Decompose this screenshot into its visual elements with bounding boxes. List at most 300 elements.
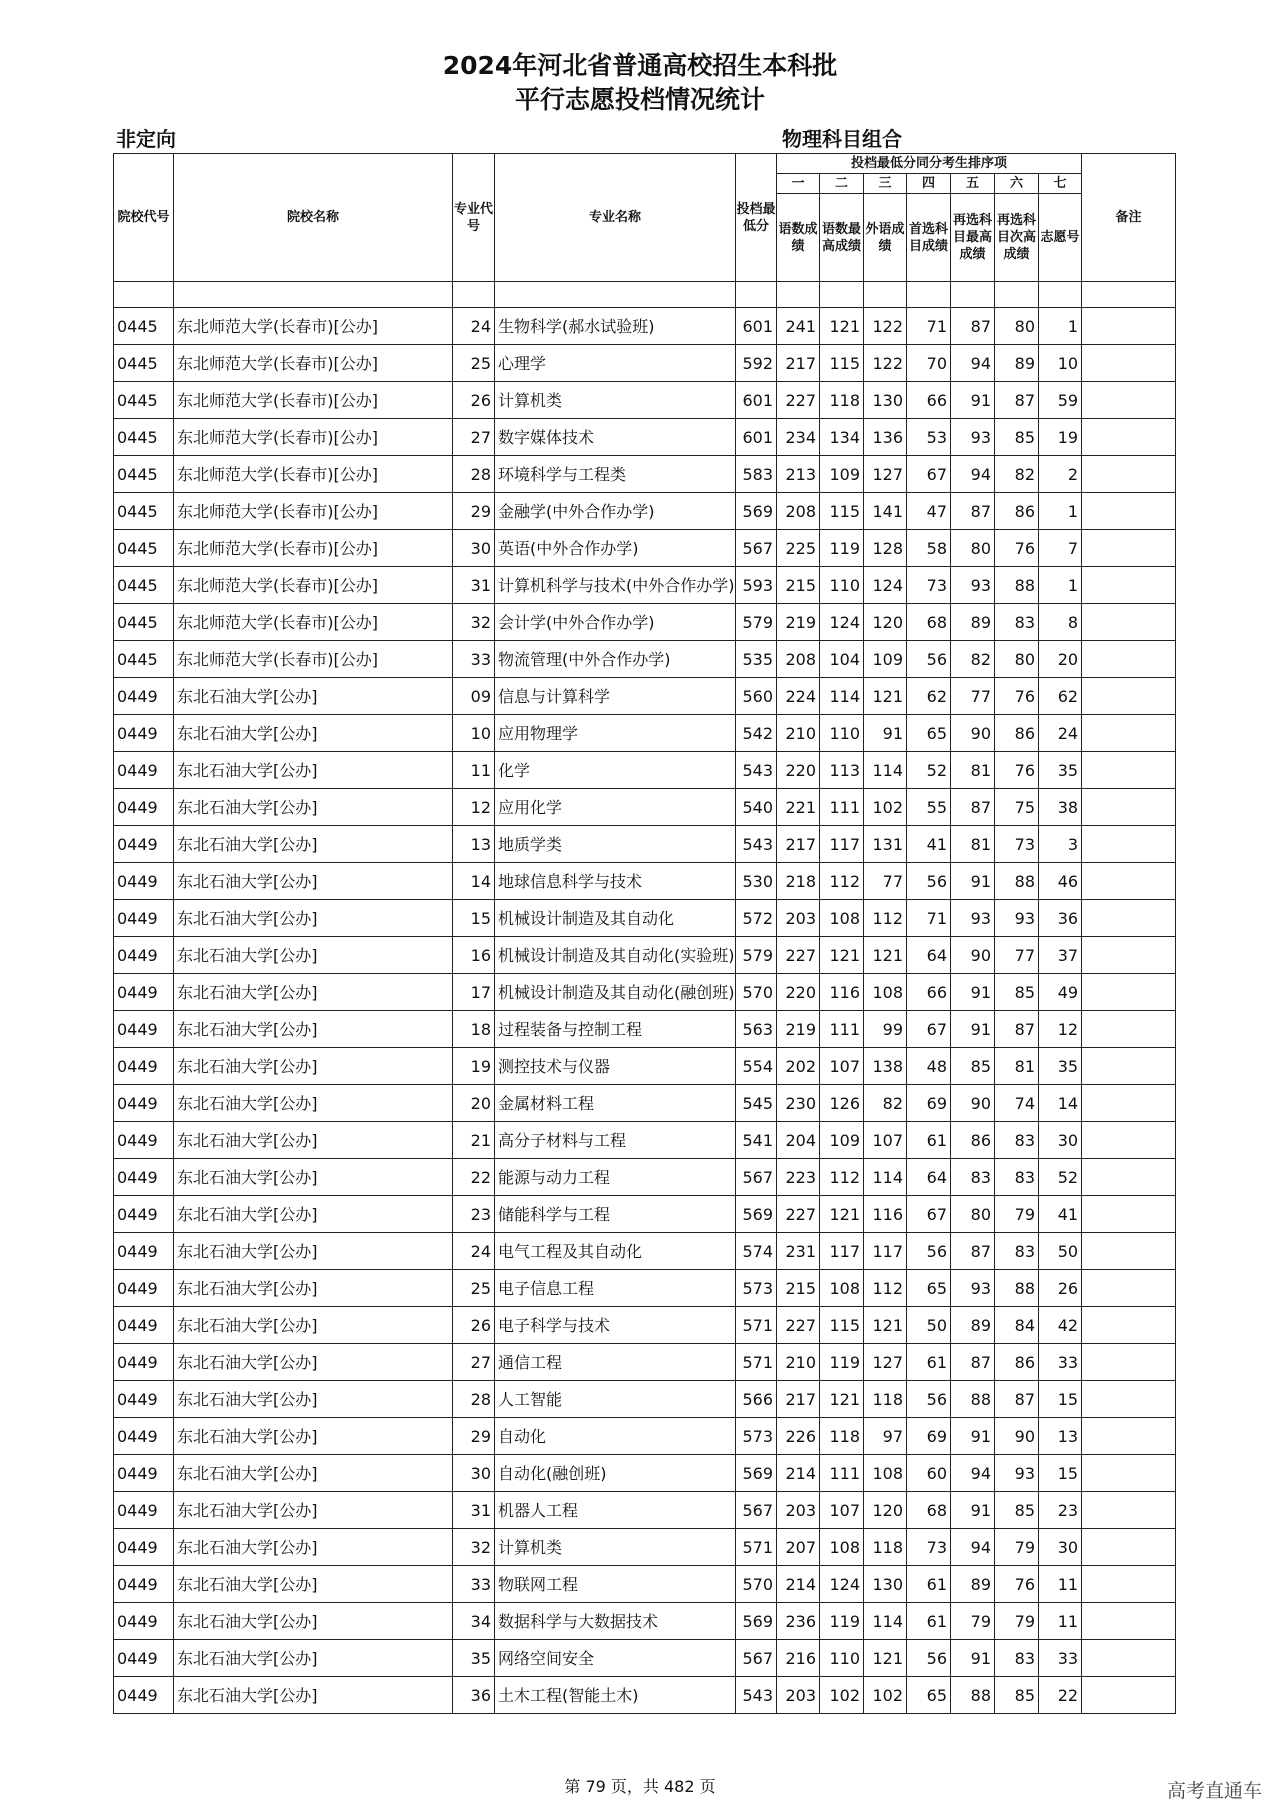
cell-sort-4: 56 [907,1381,951,1418]
cell-sort-4: 69 [907,1418,951,1455]
table-row [114,826,1176,863]
cell-major-name: 自动化 [495,1418,736,1455]
table-row [114,382,1176,419]
cell-major-name: 能源与动力工程 [495,1159,736,1196]
header-order-6: 六 [995,174,1039,194]
cell-major-code: 27 [453,1344,495,1381]
table-row [114,752,1176,789]
cell-min-score: 567 [736,1492,777,1529]
cell-school-name: 东北石油大学[公办] [174,1011,453,1048]
cell-sort-2: 121 [820,308,864,345]
cell-sort-7: 22 [1039,1677,1082,1714]
cell-sort-1: 230 [777,1085,820,1122]
cell-sort-6: 79 [995,1196,1039,1233]
cell-sort-2: 112 [820,1159,864,1196]
header-school-name: 院校名称 [174,154,453,282]
cell-major-name: 土木工程(智能土木) [495,1677,736,1714]
cell-sort-6: 83 [995,604,1039,641]
cell-sort-5: 91 [951,1640,995,1677]
cell-sort-5: 93 [951,900,995,937]
cell-school-name: 东北师范大学(长春市)[公办] [174,419,453,456]
cell-sort-3: 127 [864,456,907,493]
cell-min-score: 569 [736,1603,777,1640]
cell-sort-7: 13 [1039,1418,1082,1455]
cell-sort-4: 56 [907,863,951,900]
cell-major-code: 23 [453,1196,495,1233]
cell-major-code: 31 [453,1492,495,1529]
cell-sort-2: 110 [820,1640,864,1677]
watermark: 高考直通车 [1166,1780,1262,1802]
cell-school-name: 东北师范大学(长春市)[公办] [174,456,453,493]
cell-major-code: 36 [453,1677,495,1714]
table-row [114,1270,1176,1307]
cell-sort-1: 234 [777,419,820,456]
header-major-name: 专业名称 [495,154,736,282]
cell-remark [1082,641,1176,678]
cell-sort-7: 46 [1039,863,1082,900]
cell-sort-5: 89 [951,1307,995,1344]
header-order-5: 五 [951,174,995,194]
cell-sort-5: 90 [951,715,995,752]
cell-sort-6: 74 [995,1085,1039,1122]
header-min-score: 投档最低分 [736,154,777,282]
cell-sort-2: 134 [820,419,864,456]
cell-remark [1082,419,1176,456]
cell-sort-5: 91 [951,974,995,1011]
table-row [114,1603,1176,1640]
cell-school-code: 0449 [114,1233,174,1270]
cell-major-name: 机械设计制造及其自动化 [495,900,736,937]
cell-sort-7: 1 [1039,308,1082,345]
cell-sort-4: 71 [907,900,951,937]
cell-major-code: 25 [453,345,495,382]
cell-sort-1: 214 [777,1566,820,1603]
cell-major-name: 计算机类 [495,1529,736,1566]
cell-sort-1: 207 [777,1529,820,1566]
cell-sort-5: 93 [951,567,995,604]
cell-school-name: 东北石油大学[公办] [174,900,453,937]
cell-sort-5: 86 [951,1122,995,1159]
cell-school-name: 东北石油大学[公办] [174,1677,453,1714]
cell-sort-3: 117 [864,1233,907,1270]
cell-remark [1082,1122,1176,1159]
table-row [114,1307,1176,1344]
cell-remark [1082,1233,1176,1270]
header-school-code: 院校代号 [114,154,174,282]
cell-major-name: 应用物理学 [495,715,736,752]
cell-min-score: 571 [736,1529,777,1566]
cell-min-score: 571 [736,1307,777,1344]
header-sort-item-3: 外语成绩 [864,194,907,282]
page-title-line-2: 平行志愿投档情况统计 [514,85,765,114]
cell-sort-5: 94 [951,456,995,493]
cell-school-code: 0445 [114,493,174,530]
cell-major-name: 电子科学与技术 [495,1307,736,1344]
cell-sort-5: 87 [951,1344,995,1381]
cell-school-code: 0449 [114,1011,174,1048]
cell-sort-2: 111 [820,1011,864,1048]
cell-sort-1: 203 [777,1492,820,1529]
subject-group-label: 物理科目组合 [782,127,902,151]
cell-sort-3: 121 [864,937,907,974]
cell-sort-2: 124 [820,1566,864,1603]
cell-sort-3: 97 [864,1418,907,1455]
cell-sort-7: 62 [1039,678,1082,715]
cell-sort-2: 108 [820,1270,864,1307]
cell-sort-7: 1 [1039,567,1082,604]
cell-major-code: 17 [453,974,495,1011]
cell-sort-3: 122 [864,345,907,382]
cell-school-name: 东北石油大学[公办] [174,1196,453,1233]
table-row [114,1344,1176,1381]
cell-school-code: 0445 [114,345,174,382]
cell-sort-5: 82 [951,641,995,678]
cell-remark [1082,1011,1176,1048]
cell-sort-5: 93 [951,1270,995,1307]
cell-major-code: 29 [453,493,495,530]
cell-sort-5: 83 [951,1159,995,1196]
cell-sort-1: 217 [777,1381,820,1418]
cell-sort-4: 52 [907,752,951,789]
cell-sort-4: 41 [907,826,951,863]
cell-remark [1082,1603,1176,1640]
cell-remark [1082,752,1176,789]
cell-sort-5: 87 [951,493,995,530]
cell-major-code: 14 [453,863,495,900]
cell-sort-2: 119 [820,530,864,567]
cell-sort-6: 88 [995,863,1039,900]
cell-sort-2: 121 [820,1381,864,1418]
cell-sort-3: 99 [864,1011,907,1048]
cell-sort-7: 37 [1039,937,1082,974]
cell-major-code: 24 [453,308,495,345]
cell-min-score: 593 [736,567,777,604]
cell-school-code: 0449 [114,1344,174,1381]
cell-sort-1: 202 [777,1048,820,1085]
cell-sort-4: 61 [907,1122,951,1159]
cell-sort-7: 23 [1039,1492,1082,1529]
cell-sort-7: 41 [1039,1196,1082,1233]
table-row [114,1566,1176,1603]
cell-sort-7: 30 [1039,1122,1082,1159]
cell-sort-3: 136 [864,419,907,456]
cell-major-code: 32 [453,604,495,641]
cell-sort-5: 81 [951,752,995,789]
header-sort-item-4: 首选科目成绩 [907,194,951,282]
cell-school-code: 0449 [114,1640,174,1677]
table-row [114,900,1176,937]
table-row [114,1492,1176,1529]
cell-sort-3: 121 [864,1307,907,1344]
cell-sort-2: 119 [820,1344,864,1381]
cell-sort-2: 104 [820,641,864,678]
cell-sort-7: 8 [1039,604,1082,641]
cell-major-name: 测控技术与仪器 [495,1048,736,1085]
cell-sort-7: 52 [1039,1159,1082,1196]
cell-sort-4: 71 [907,308,951,345]
header-order-1: 一 [777,174,820,194]
cell-school-name: 东北石油大学[公办] [174,1529,453,1566]
cell-school-code: 0449 [114,1529,174,1566]
cell-sort-6: 73 [995,826,1039,863]
cell-min-score: 543 [736,1677,777,1714]
cell-sort-1: 227 [777,1307,820,1344]
cell-school-name: 东北师范大学(长春市)[公办] [174,530,453,567]
table-row [114,641,1176,678]
cell-school-code: 0449 [114,826,174,863]
cell-sort-5: 79 [951,1603,995,1640]
cell-sort-4: 64 [907,1159,951,1196]
cell-sort-4: 66 [907,974,951,1011]
cell-sort-7: 2 [1039,456,1082,493]
cell-sort-6: 80 [995,641,1039,678]
cell-sort-7: 24 [1039,715,1082,752]
cell-sort-4: 64 [907,937,951,974]
cell-major-code: 34 [453,1603,495,1640]
header-sort-item-7: 志愿号 [1039,194,1082,282]
cell-remark [1082,1085,1176,1122]
cell-major-code: 32 [453,1529,495,1566]
cell-sort-6: 76 [995,678,1039,715]
cell-school-code: 0449 [114,974,174,1011]
cell-remark [1082,937,1176,974]
cell-sort-2: 108 [820,1529,864,1566]
cell-min-score: 566 [736,1381,777,1418]
cell-school-code: 0449 [114,1381,174,1418]
cell-sort-5: 89 [951,604,995,641]
cell-sort-2: 121 [820,1196,864,1233]
cell-school-name: 东北石油大学[公办] [174,937,453,974]
cell-major-code: 26 [453,382,495,419]
cell-major-name: 人工智能 [495,1381,736,1418]
cell-sort-1: 218 [777,863,820,900]
cell-major-name: 生物科学(郝水试验班) [495,308,736,345]
cell-remark [1082,1640,1176,1677]
cell-sort-2: 124 [820,604,864,641]
header-tiebreak-group: 投档最低分同分考生排序项 [777,154,1082,174]
cell-school-name: 东北石油大学[公办] [174,1233,453,1270]
cell-remark [1082,530,1176,567]
table-row [114,456,1176,493]
cell-sort-1: 227 [777,937,820,974]
cell-sort-3: 114 [864,752,907,789]
cell-school-name: 东北石油大学[公办] [174,1159,453,1196]
cell-sort-6: 93 [995,900,1039,937]
cell-sort-7: 20 [1039,641,1082,678]
page-number: 第 79 页，共 482 页 [564,1777,716,1796]
cell-sort-3: 77 [864,863,907,900]
cell-sort-3: 124 [864,567,907,604]
cell-min-score: 540 [736,789,777,826]
cell-major-name: 环境科学与工程类 [495,456,736,493]
cell-sort-5: 91 [951,1492,995,1529]
cell-school-name: 东北石油大学[公办] [174,1640,453,1677]
cell-sort-7: 35 [1039,752,1082,789]
cell-sort-1: 215 [777,1270,820,1307]
header-order-4: 四 [907,174,951,194]
cell-sort-2: 113 [820,752,864,789]
table-row [114,1233,1176,1270]
cell-major-code: 12 [453,789,495,826]
cell-school-name: 东北师范大学(长春市)[公办] [174,641,453,678]
cell-major-code: 09 [453,678,495,715]
cell-remark [1082,678,1176,715]
table-row [114,715,1176,752]
cell-school-code: 0449 [114,1307,174,1344]
cell-major-code: 27 [453,419,495,456]
cell-sort-4: 50 [907,1307,951,1344]
cell-remark [1082,308,1176,345]
cell-school-code: 0449 [114,1122,174,1159]
cell-sort-7: 12 [1039,1011,1082,1048]
cell-sort-5: 91 [951,1011,995,1048]
cell-sort-6: 87 [995,1011,1039,1048]
table-row [114,345,1176,382]
cell-remark [1082,1418,1176,1455]
table-row [114,419,1176,456]
cell-major-code: 24 [453,1233,495,1270]
cell-min-score: 554 [736,1048,777,1085]
cell-school-name: 东北石油大学[公办] [174,1381,453,1418]
cell-min-score: 563 [736,1011,777,1048]
cell-sort-5: 80 [951,530,995,567]
cell-school-name: 东北石油大学[公办] [174,974,453,1011]
cell-school-code: 0449 [114,752,174,789]
cell-sort-6: 84 [995,1307,1039,1344]
cell-sort-6: 76 [995,530,1039,567]
cell-sort-2: 116 [820,974,864,1011]
table-row [114,1196,1176,1233]
cell-major-code: 20 [453,1085,495,1122]
cell-school-code: 0445 [114,456,174,493]
cell-sort-4: 58 [907,530,951,567]
cell-min-score: 542 [736,715,777,752]
cell-sort-6: 79 [995,1529,1039,1566]
cell-school-name: 东北石油大学[公办] [174,826,453,863]
cell-major-name: 过程装备与控制工程 [495,1011,736,1048]
cell-sort-3: 112 [864,900,907,937]
table-row [114,789,1176,826]
cell-sort-2: 114 [820,678,864,715]
cell-major-code: 11 [453,752,495,789]
cell-min-score: 573 [736,1270,777,1307]
cell-sort-2: 110 [820,715,864,752]
cell-major-name: 电子信息工程 [495,1270,736,1307]
cell-sort-7: 11 [1039,1566,1082,1603]
cell-major-code: 15 [453,900,495,937]
cell-remark [1082,1196,1176,1233]
category-label: 非定向 [116,127,176,151]
table-row [114,530,1176,567]
cell-school-code: 0445 [114,530,174,567]
cell-sort-6: 86 [995,715,1039,752]
cell-sort-6: 88 [995,1270,1039,1307]
cell-sort-1: 219 [777,1011,820,1048]
cell-sort-2: 121 [820,937,864,974]
cell-remark [1082,1381,1176,1418]
cell-sort-2: 111 [820,1455,864,1492]
cell-sort-7: 50 [1039,1233,1082,1270]
cell-sort-4: 66 [907,382,951,419]
cell-sort-4: 60 [907,1455,951,1492]
cell-major-code: 30 [453,1455,495,1492]
cell-major-code: 22 [453,1159,495,1196]
table-row [114,863,1176,900]
cell-school-name: 东北石油大学[公办] [174,1048,453,1085]
admission-table [113,153,1176,1714]
cell-sort-6: 85 [995,974,1039,1011]
cell-sort-1: 208 [777,641,820,678]
cell-school-name: 东北石油大学[公办] [174,1085,453,1122]
cell-school-code: 0445 [114,567,174,604]
cell-sort-5: 88 [951,1381,995,1418]
cell-sort-3: 141 [864,493,907,530]
cell-sort-2: 110 [820,567,864,604]
cell-remark [1082,1307,1176,1344]
cell-remark [1082,1344,1176,1381]
cell-remark [1082,1529,1176,1566]
cell-sort-6: 79 [995,1603,1039,1640]
cell-school-name: 东北石油大学[公办] [174,715,453,752]
cell-sort-1: 225 [777,530,820,567]
cell-min-score: 543 [736,826,777,863]
cell-sort-6: 89 [995,345,1039,382]
cell-sort-3: 121 [864,1640,907,1677]
cell-major-code: 16 [453,937,495,974]
cell-sort-4: 47 [907,493,951,530]
cell-sort-1: 208 [777,493,820,530]
cell-major-code: 31 [453,567,495,604]
cell-sort-7: 19 [1039,419,1082,456]
cell-sort-4: 69 [907,1085,951,1122]
cell-major-name: 机器人工程 [495,1492,736,1529]
cell-remark [1082,345,1176,382]
cell-school-name: 东北石油大学[公办] [174,1307,453,1344]
cell-school-code: 0449 [114,789,174,826]
cell-sort-1: 226 [777,1418,820,1455]
cell-major-code: 29 [453,1418,495,1455]
cell-school-code: 0449 [114,715,174,752]
cell-sort-1: 241 [777,308,820,345]
cell-sort-1: 203 [777,1677,820,1714]
cell-sort-4: 56 [907,1233,951,1270]
cell-sort-3: 116 [864,1196,907,1233]
cell-sort-7: 35 [1039,1048,1082,1085]
cell-major-name: 金属材料工程 [495,1085,736,1122]
cell-sort-2: 109 [820,456,864,493]
cell-sort-6: 75 [995,789,1039,826]
cell-sort-1: 204 [777,1122,820,1159]
table-row [114,1122,1176,1159]
cell-sort-3: 127 [864,1344,907,1381]
cell-school-code: 0449 [114,1566,174,1603]
cell-major-name: 地质学类 [495,826,736,863]
cell-sort-1: 210 [777,1344,820,1381]
cell-sort-7: 15 [1039,1381,1082,1418]
cell-sort-6: 86 [995,1344,1039,1381]
cell-sort-7: 30 [1039,1529,1082,1566]
cell-min-score: 573 [736,1418,777,1455]
cell-sort-7: 26 [1039,1270,1082,1307]
cell-school-code: 0449 [114,1418,174,1455]
cell-major-name: 地球信息科学与技术 [495,863,736,900]
cell-sort-4: 61 [907,1603,951,1640]
cell-major-name: 计算机科学与技术(中外合作办学) [495,567,736,604]
cell-major-code: 30 [453,530,495,567]
cell-remark [1082,382,1176,419]
cell-sort-6: 88 [995,567,1039,604]
cell-sort-6: 76 [995,752,1039,789]
